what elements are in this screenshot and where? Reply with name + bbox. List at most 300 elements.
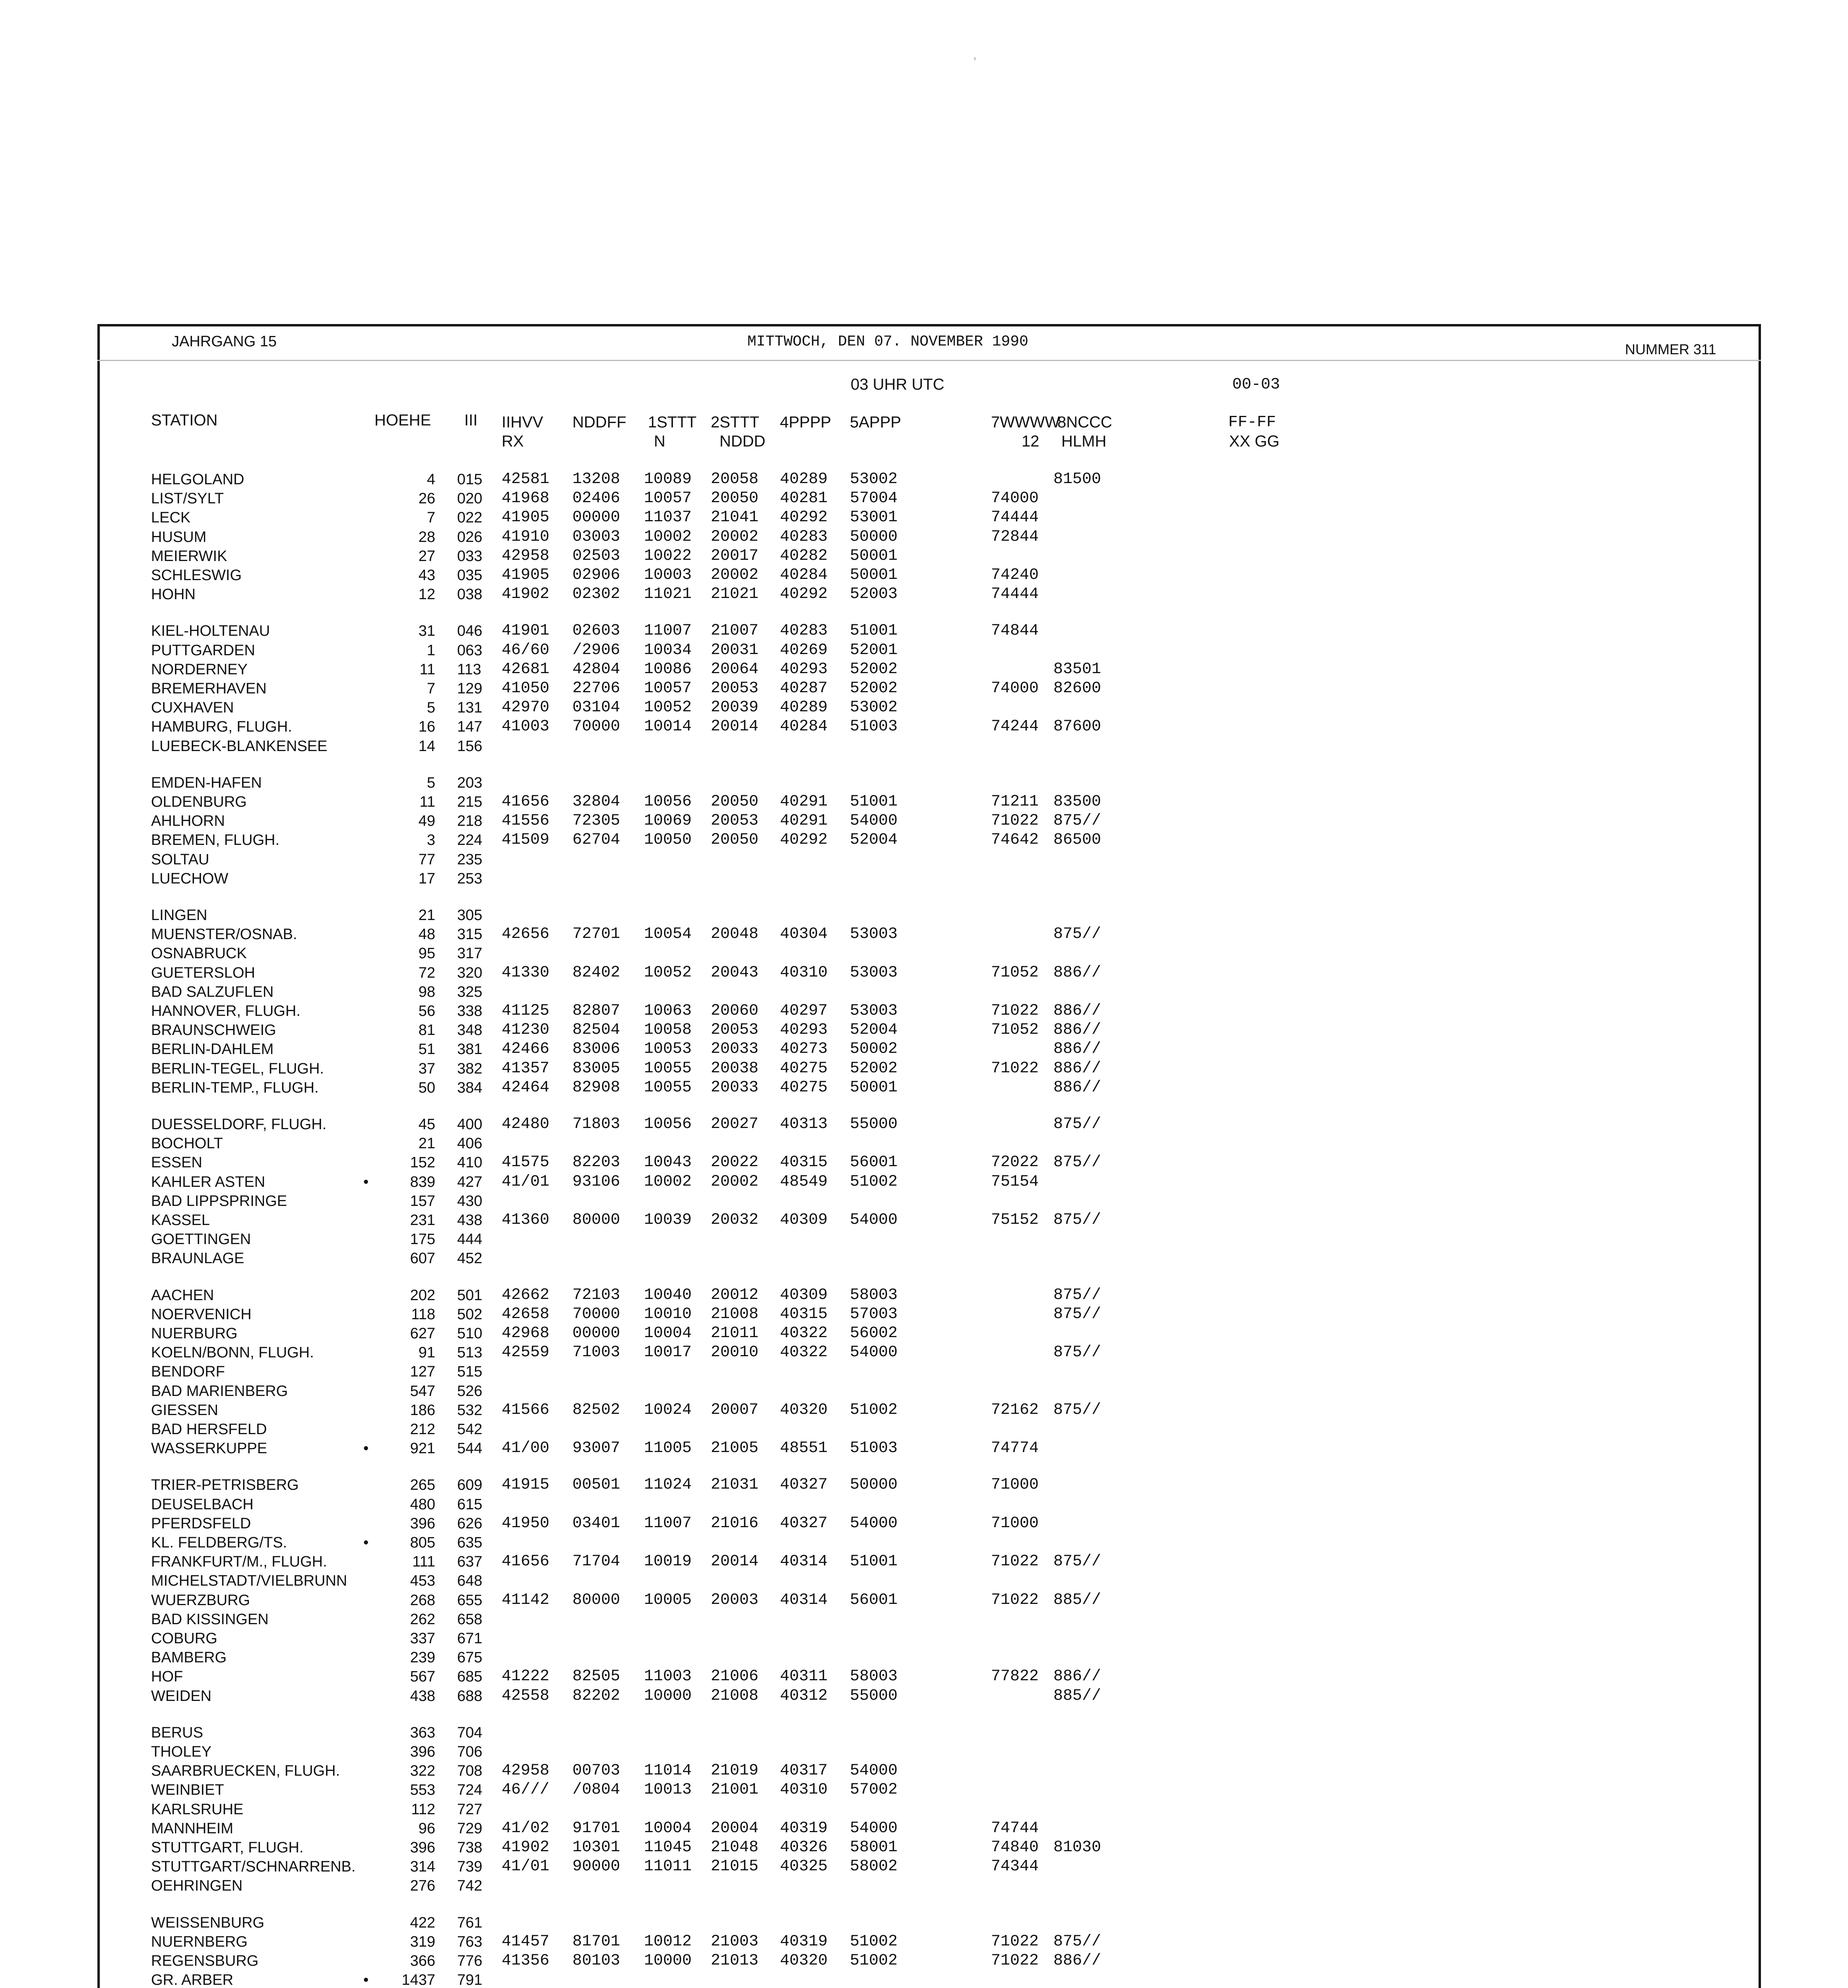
code-group-g3: 10089 [644,470,692,488]
code-group-g4: 20032 [711,1211,759,1229]
station-name: HOHN [151,586,196,603]
station-iii: 742 [457,1877,483,1894]
code-group-g2: /2906 [572,641,621,659]
code-group-g6: 57003 [850,1305,898,1323]
code-group-g3: 10034 [644,641,692,659]
table-row [0,660,1848,679]
station-name: MICHELSTADT/VIELBRUNN [151,1573,347,1589]
code-group-g6: 52002 [850,1060,898,1077]
code-group-g6: 51001 [850,622,898,640]
code-group-g8: 886// [1053,1060,1101,1077]
code-group-g1: 41050 [502,679,550,697]
code-group-g7: 71022 [991,1002,1039,1020]
station-iii: 315 [457,926,483,943]
station-iii: 648 [457,1573,483,1589]
station-name: BAD KISSINGEN [151,1611,269,1628]
col-5a: 4PPPP [780,414,831,431]
station-iii: 348 [457,1022,483,1039]
station-iii: 035 [457,567,483,584]
station-hoehe: 72 [418,965,435,981]
station-name: GOETTINGEN [151,1231,251,1248]
code-group-g8: 86500 [1053,831,1101,849]
station-iii: 655 [457,1592,483,1609]
code-group-g7: 74240 [991,566,1039,584]
period-label: 00-03 [1232,376,1280,394]
code-group-g4: 21016 [711,1514,759,1532]
code-group-g7: 71022 [991,812,1039,830]
station-name: BOCHOLT [151,1135,223,1152]
station-name: BREMEN, FLUGH. [151,832,280,848]
code-group-g4: 21015 [711,1858,759,1875]
station-hoehe: 77 [418,851,435,868]
code-group-g1: 42970 [502,699,550,716]
code-group-g6: 50000 [850,528,898,546]
table-row [0,1134,1848,1153]
code-group-g5: 40291 [780,793,828,811]
station-name: KARLSRUHE [151,1801,244,1818]
table-row [0,1230,1848,1249]
code-group-g3: 10019 [644,1553,692,1571]
code-group-g4: 21013 [711,1952,759,1970]
code-group-g6: 51002 [850,1401,898,1419]
station-name: BRAUNLAGE [151,1250,244,1267]
station-hoehe: 396 [410,1839,435,1856]
station-name: NORDERNEY [151,661,248,678]
code-group-g6: 57002 [850,1781,898,1799]
code-group-g8: 886// [1053,1668,1101,1685]
station-hoehe: 262 [410,1611,435,1628]
code-group-g2: 83005 [572,1060,621,1077]
station-iii: 544 [457,1440,483,1457]
code-group-g3: 10000 [644,1687,692,1705]
table-row [0,1439,1848,1458]
code-group-g8: 875// [1053,1153,1101,1171]
code-group-g8: 885// [1053,1591,1101,1609]
station-iii: 542 [457,1421,483,1438]
code-group-g1: 41230 [502,1021,550,1039]
code-group-g8: 82600 [1053,679,1101,697]
station-iii: 235 [457,851,483,868]
code-group-g7: 71022 [991,1060,1039,1077]
code-group-g6: 50000 [850,1476,898,1494]
station-name: NOERVENICH [151,1306,252,1323]
table-row [0,812,1848,831]
code-group-g7: 71000 [991,1476,1039,1494]
table-row [0,1780,1848,1800]
station-name: WEIDEN [151,1688,211,1705]
col-2a: NDDFF [572,414,626,431]
station-hoehe: 12 [418,586,435,603]
station-hoehe: 51 [418,1041,435,1058]
code-group-g2: 71704 [572,1553,621,1571]
code-group-g5: 40291 [780,812,828,830]
station-iii: 727 [457,1801,483,1818]
station-name: STUTTGART/SCHNARRENB. [151,1858,356,1875]
station-hoehe: 265 [410,1477,435,1493]
nummer-label: NUMMER 311 [1625,341,1716,357]
station-name: DUESSELDORF, FLUGH. [151,1116,327,1133]
code-group-g5: 40314 [780,1591,828,1609]
code-group-g7: 71211 [991,793,1039,811]
code-group-g6: 53003 [850,925,898,943]
code-group-g6: 54000 [850,812,898,830]
station-hoehe: 366 [410,1953,435,1969]
code-group-g5: 40310 [780,964,828,982]
jahrgang-label: JAHRGANG 15 [172,333,277,350]
code-group-g5: 40284 [780,566,828,584]
code-group-g2: 72701 [572,925,621,943]
station-name: HOF [151,1668,183,1685]
station-hoehe: 337 [410,1630,435,1647]
station-name: LECK [151,509,191,526]
station-name: BERLIN-DAHLEM [151,1041,274,1058]
code-group-g5: 40315 [780,1305,828,1323]
col-3b: N [654,433,665,450]
col-9a: FF-FF [1228,414,1276,431]
station-iii: 063 [457,642,483,659]
station-name: BERUS [151,1724,203,1741]
station-name: BAD MARIENBERG [151,1383,288,1400]
code-group-g6: 51002 [850,1173,898,1191]
station-name: NUERBURG [151,1325,238,1342]
code-group-g4: 20058 [711,470,759,488]
table-row [0,869,1848,888]
station-hoehe: 276 [410,1877,435,1894]
table-row [0,1420,1848,1439]
table-row [0,944,1848,963]
code-group-g4: 20064 [711,660,759,678]
code-group-g4: 20043 [711,964,759,982]
code-group-g8: 886// [1053,1021,1101,1039]
code-group-g5: 40313 [780,1115,828,1133]
code-group-g7: 75154 [991,1173,1039,1191]
code-group-g4: 21006 [711,1668,759,1685]
col-7a: 7WWWW [991,414,1060,431]
code-group-g1: 41905 [502,566,550,584]
table-row [0,1211,1848,1230]
code-group-g4: 20060 [711,1002,759,1020]
code-group-g7: 72844 [991,528,1039,546]
code-group-g2: 82504 [572,1021,621,1039]
code-group-g3: 10052 [644,964,692,982]
station-name: BERLIN-TEGEL, FLUGH. [151,1060,324,1077]
station-iii: 738 [457,1839,483,1856]
code-group-g6: 50002 [850,1040,898,1058]
code-group-g3: 10004 [644,1324,692,1342]
code-group-g3: 11007 [644,622,692,640]
code-group-g1: 41222 [502,1668,550,1685]
code-group-g4: 20014 [711,1553,759,1571]
station-hoehe: 607 [410,1250,435,1267]
station-name: KOELN/BONN, FLUGH. [151,1344,314,1361]
code-group-g4: 21001 [711,1781,759,1799]
station-iii: 020 [457,490,483,507]
code-group-g7: 74642 [991,831,1039,849]
table-row [0,585,1848,604]
code-group-g1: 41125 [502,1002,550,1020]
code-group-g5: 40322 [780,1343,828,1361]
station-hoehe: 363 [410,1724,435,1741]
code-group-g4: 21005 [711,1439,759,1457]
table-row [0,1305,1848,1324]
station-hoehe: 81 [418,1022,435,1039]
station-hoehe: 21 [418,1135,435,1152]
code-group-g1: 41003 [502,718,550,736]
station-hoehe: 921 [410,1440,435,1457]
code-group-g2: 82203 [572,1153,621,1171]
code-group-g8: 81030 [1053,1839,1101,1856]
code-group-g5: 40284 [780,718,828,736]
station-name: WEISSENBURG [151,1914,265,1931]
code-group-g1: 41/01 [502,1173,550,1191]
code-group-g8: 875// [1053,1305,1101,1323]
code-group-g4: 20002 [711,528,759,546]
code-group-g6: 50001 [850,566,898,584]
table-row [0,1249,1848,1268]
code-group-g8: 83501 [1053,660,1101,678]
code-group-g1: 41/02 [502,1819,550,1837]
col-hoehe: HOEHE [374,412,431,429]
station-iii: 400 [457,1116,483,1133]
station-iii: 033 [457,548,483,565]
code-group-g2: /0804 [572,1781,621,1799]
station-hoehe: 314 [410,1858,435,1875]
table-row [0,470,1848,489]
table-row [0,1552,1848,1571]
station-name: STUTTGART, FLUGH. [151,1839,304,1856]
code-group-g8: 875// [1053,1286,1101,1304]
station-hoehe: 175 [410,1231,435,1248]
code-group-g6: 53002 [850,470,898,488]
table-row [0,1571,1848,1590]
code-group-g6: 52003 [850,585,898,603]
code-group-g6: 53003 [850,1002,898,1020]
code-group-g5: 40293 [780,1021,828,1039]
station-iii: 253 [457,870,483,887]
code-group-g2: 03104 [572,699,621,716]
station-name: WUERZBURG [151,1592,250,1609]
code-group-g3: 10024 [644,1401,692,1419]
col-4a: 2STTT [711,414,760,431]
table-row [0,1002,1848,1021]
station-hoehe: 396 [410,1515,435,1532]
code-group-g3: 10058 [644,1021,692,1039]
code-group-g2: 80103 [572,1952,621,1970]
code-group-g4: 20010 [711,1343,759,1361]
station-iii: 532 [457,1402,483,1419]
table-row [0,528,1848,547]
code-group-g3: 11024 [644,1476,692,1494]
table-row [0,621,1848,641]
station-iii: 739 [457,1858,483,1875]
station-iii: 305 [457,907,483,924]
table-row [0,1876,1848,1895]
station-hoehe: 1 [427,642,435,659]
code-group-g2: 72103 [572,1286,621,1304]
code-group-g5: 40289 [780,699,828,716]
code-group-g1: 42581 [502,470,550,488]
code-group-g4: 20039 [711,699,759,716]
code-group-g7: 74444 [991,509,1039,526]
code-group-g1: 46/// [502,1781,550,1799]
code-group-g8: 875// [1053,812,1101,830]
code-group-g3: 10039 [644,1211,692,1229]
table-row [0,737,1848,756]
col-1a: IIHVV [502,414,543,431]
station-hoehe: 231 [410,1212,435,1229]
station-iii: 658 [457,1611,483,1628]
station-name: TRIER-PETRISBERG [151,1477,299,1493]
station-hoehe: 319 [410,1934,435,1950]
code-group-g2: 80000 [572,1591,621,1609]
station-name: HAMBURG, FLUGH. [151,718,292,735]
station-hoehe: 28 [418,529,435,546]
station-iii: 382 [457,1060,483,1077]
station-name: GIESSEN [151,1402,218,1419]
code-group-g3: 10003 [644,566,692,584]
code-group-g1: 41910 [502,528,550,546]
table-row [0,1115,1848,1134]
code-group-g5: 40315 [780,1153,828,1171]
col-8b: HLMH [1061,433,1107,450]
code-group-g2: 71003 [572,1343,621,1361]
station-iii: 026 [457,529,483,546]
station-hoehe: 11 [419,661,435,678]
station-hoehe: 16 [418,718,435,735]
station-hoehe: 3 [427,832,435,848]
code-group-g1: 41360 [502,1211,550,1229]
code-group-g4: 20017 [711,547,759,565]
code-group-g6: 51003 [850,1439,898,1457]
station-iii: 609 [457,1477,483,1493]
table-row [0,1495,1848,1514]
table-row [0,1362,1848,1381]
code-group-g6: 54000 [850,1762,898,1780]
station-iii: 022 [457,509,483,526]
code-group-g3: 10000 [644,1952,692,1970]
station-name: WEINBIET [151,1782,224,1798]
station-iii: 724 [457,1782,483,1798]
station-iii: 515 [457,1363,483,1380]
code-group-g5: 40311 [780,1668,828,1685]
station-hoehe: 21 [418,907,435,924]
code-group-g1: 41330 [502,964,550,982]
station-name: KASSEL [151,1212,210,1229]
code-group-g2: 82505 [572,1668,621,1685]
table-row [0,698,1848,717]
station-hoehe: 50 [418,1079,435,1096]
code-group-g3: 10052 [644,699,692,716]
code-group-g3: 11045 [644,1839,692,1856]
code-group-g4: 20002 [711,566,759,584]
code-group-g8: 875// [1053,1401,1101,1419]
code-group-g6: 51001 [850,793,898,811]
table-row [0,1059,1848,1078]
code-group-g8: 83500 [1053,793,1101,811]
code-group-g4: 20048 [711,925,759,943]
station-name: HELGOLAND [151,471,244,488]
code-group-g1: 42658 [502,1305,550,1323]
code-group-g1: 41902 [502,1839,550,1856]
code-group-g7: 74000 [991,679,1039,697]
table-row [0,906,1848,925]
station-iii: 156 [457,738,483,755]
code-group-g2: 02906 [572,566,621,584]
station-hoehe: 186 [410,1402,435,1419]
station-name: MANNHEIM [151,1820,233,1837]
station-name: GUETERSLOH [151,965,255,981]
code-group-g6: 52001 [850,641,898,659]
code-group-g4: 21003 [711,1933,759,1951]
code-group-g6: 53001 [850,509,898,526]
station-hoehe: 152 [410,1154,435,1171]
table-row [0,489,1848,508]
code-group-g5: 40314 [780,1553,828,1571]
code-group-g1: 42681 [502,660,550,678]
time-label: 03 UHR UTC [851,376,944,393]
code-group-g2: 00000 [572,1324,621,1342]
code-group-g3: 11014 [644,1762,692,1780]
code-group-g3: 10069 [644,812,692,830]
code-group-g3: 10053 [644,1040,692,1058]
table-row [0,1591,1848,1610]
station-hoehe: 4 [427,471,435,488]
code-group-g3: 10002 [644,528,692,546]
station-iii: 635 [457,1534,483,1551]
station-hoehe: 118 [411,1306,435,1323]
table-row [0,1761,1848,1780]
col-6a: 5APPP [850,414,901,431]
station-hoehe: 37 [418,1060,435,1077]
station-name: OSNABRUCK [151,945,247,962]
code-group-g2: 02603 [572,622,621,640]
code-group-g2: 83006 [572,1040,621,1058]
code-group-g6: 52004 [850,831,898,849]
station-name: KAHLER ASTEN [151,1174,266,1190]
station-iii: 444 [457,1231,483,1248]
code-group-g5: 40322 [780,1324,828,1342]
station-name: BAMBERG [151,1649,227,1666]
station-hoehe: 11 [419,794,435,810]
code-group-g7: 74344 [991,1858,1039,1875]
station-iii: 131 [457,699,483,716]
code-group-g1: 42968 [502,1324,550,1342]
code-group-g2: 32804 [572,793,621,811]
code-group-g3: 10055 [644,1079,692,1097]
code-group-g6: 56001 [850,1591,898,1609]
table-row [0,679,1848,698]
code-group-g4: 21048 [711,1839,759,1856]
code-group-g3: 11005 [644,1439,692,1457]
code-group-g4: 20014 [711,718,759,736]
code-group-g3: 11021 [644,585,692,603]
code-group-g7: 71022 [991,1952,1039,1970]
code-group-g2: 82202 [572,1687,621,1705]
code-group-g4: 20038 [711,1060,759,1077]
code-group-g6: 55000 [850,1687,898,1705]
code-group-g6: 55000 [850,1115,898,1133]
station-iii: 763 [457,1934,483,1950]
station-name: BAD SALZUFLEN [151,984,274,1000]
code-group-g5: 40312 [780,1687,828,1705]
code-group-g1: 41575 [502,1153,550,1171]
code-group-g8: 875// [1053,925,1101,943]
station-hoehe: 112 [411,1801,435,1818]
code-group-g3: 10055 [644,1060,692,1077]
station-name: REGENSBURG [151,1953,259,1969]
station-hoehe: 111 [412,1553,435,1570]
code-group-g3: 10054 [644,925,692,943]
